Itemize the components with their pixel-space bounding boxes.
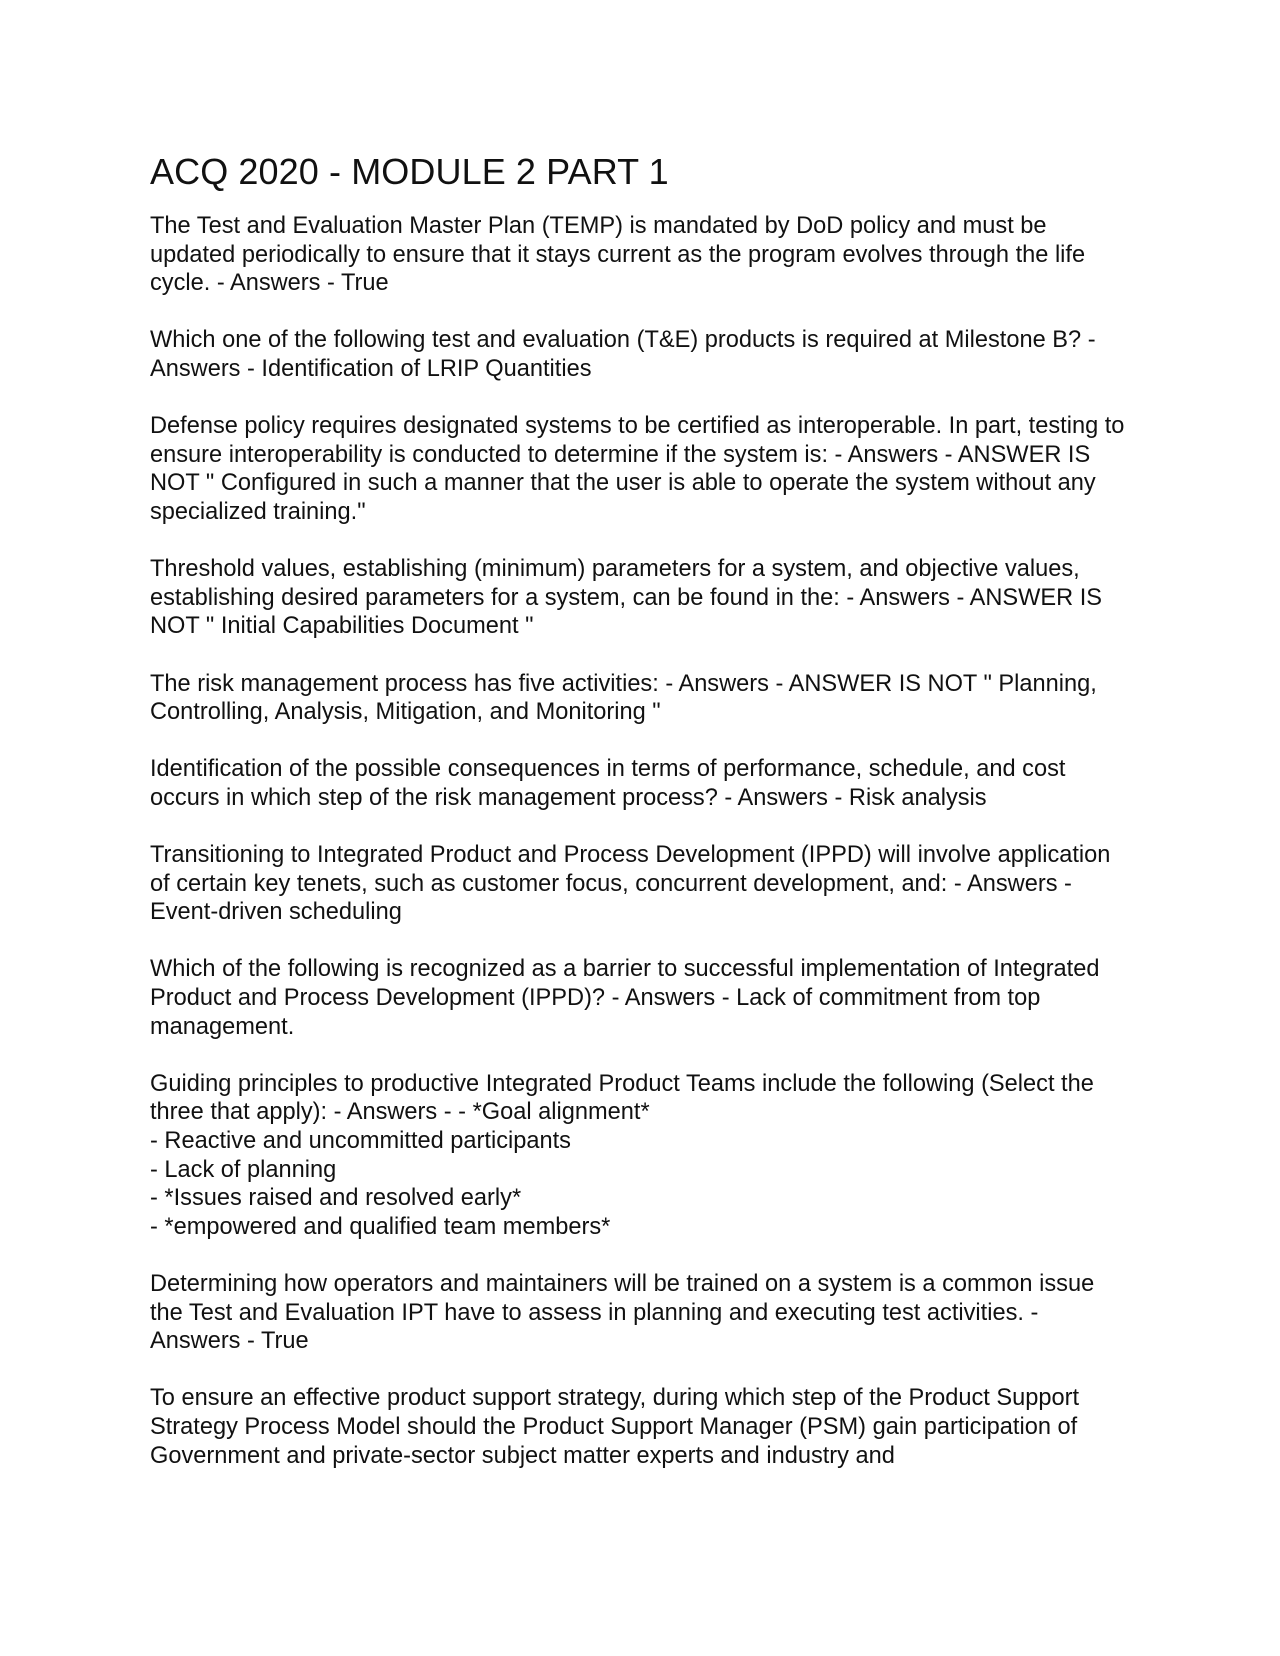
question-answer-8: Which of the following is recognized as a barrier to successful implementation of Integrated Product and Process Development (IPPD)? - Answers - Lack of commitment from top management. (150, 956, 1100, 1040)
question-answer-4: Threshold values, establishing (minimum) parameters for a system, and objective values, establishing desired parameters for a system, can be found in the: - Answers - ANSWER IS NOT " Initial Capabilities Document " (150, 556, 1103, 640)
question-answer-2: Which one of the following test and evaluation (T&E) products is required at Milestone B? - Answers - Identification of LRIP Quantities (150, 327, 1096, 382)
document-title: ACQ 2020 - MODULE 2 PART 1 (150, 151, 669, 192)
question-answer-5: The risk management process has five activities: - Answers - ANSWER IS NOT " Planning, Controlling, Analysis, Mitigation, and Monitoring " (150, 670, 1097, 726)
ipt-option: - *empowered and qualified team members* (150, 1213, 611, 1240)
question-answer-10: Determining how operators and maintainers will be trained on a system is a common issue the Test and Evaluation IPT have to assess in planning and executing test activities. - Answers - True (150, 1270, 1095, 1355)
question-answer-9: Guiding principles to productive Integrated Product Teams include the following (Select the three that apply): - Answers - - *Goal alignment* (150, 1070, 1094, 1126)
ipt-options-list (150, 1127, 1130, 1241)
question-answer-7: Transitioning to Integrated Product and Process Development (IPPD) will involve application of certain key tenets, such as customer focus, concurrent development, and: - Answers - Event-driven scheduling (150, 842, 1111, 926)
ipt-option: - Reactive and uncommitted participants (150, 1128, 571, 1154)
question-answer-1: The Test and Evaluation Master Plan (TEMP) is mandated by DoD policy and must be updated periodically to ensure that it stays current as the program evolves through the life cycle. - Answers - True (150, 213, 1086, 297)
document-page (150, 150, 1130, 1499)
question-answer-11: To ensure an effective product support strategy, during which step of the Product Support Strategy Process Model should the Product Support Manager (PSM) gain participation of Government and private-sector subject matter experts and industry and (150, 1385, 1080, 1469)
question-answer-3: Defense policy requires designated systems to be certified as interoperable. In part, testing to ensure interoperability is conducted to determine if the system is: - Answers - ANSWER IS NOT " Configured in such a manner that the user is able to operate the system without any specialized training." (150, 413, 1125, 525)
question-answer-6: Identification of the possible consequences in terms of performance, schedule, and cost occurs in which step of the risk management process? - Answers - Risk analysis (150, 756, 1066, 811)
ipt-option: - *Issues raised and resolved early* (150, 1185, 522, 1212)
question-answer-9-block (150, 1070, 1130, 1242)
ipt-option: - Lack of planning (150, 1156, 337, 1183)
